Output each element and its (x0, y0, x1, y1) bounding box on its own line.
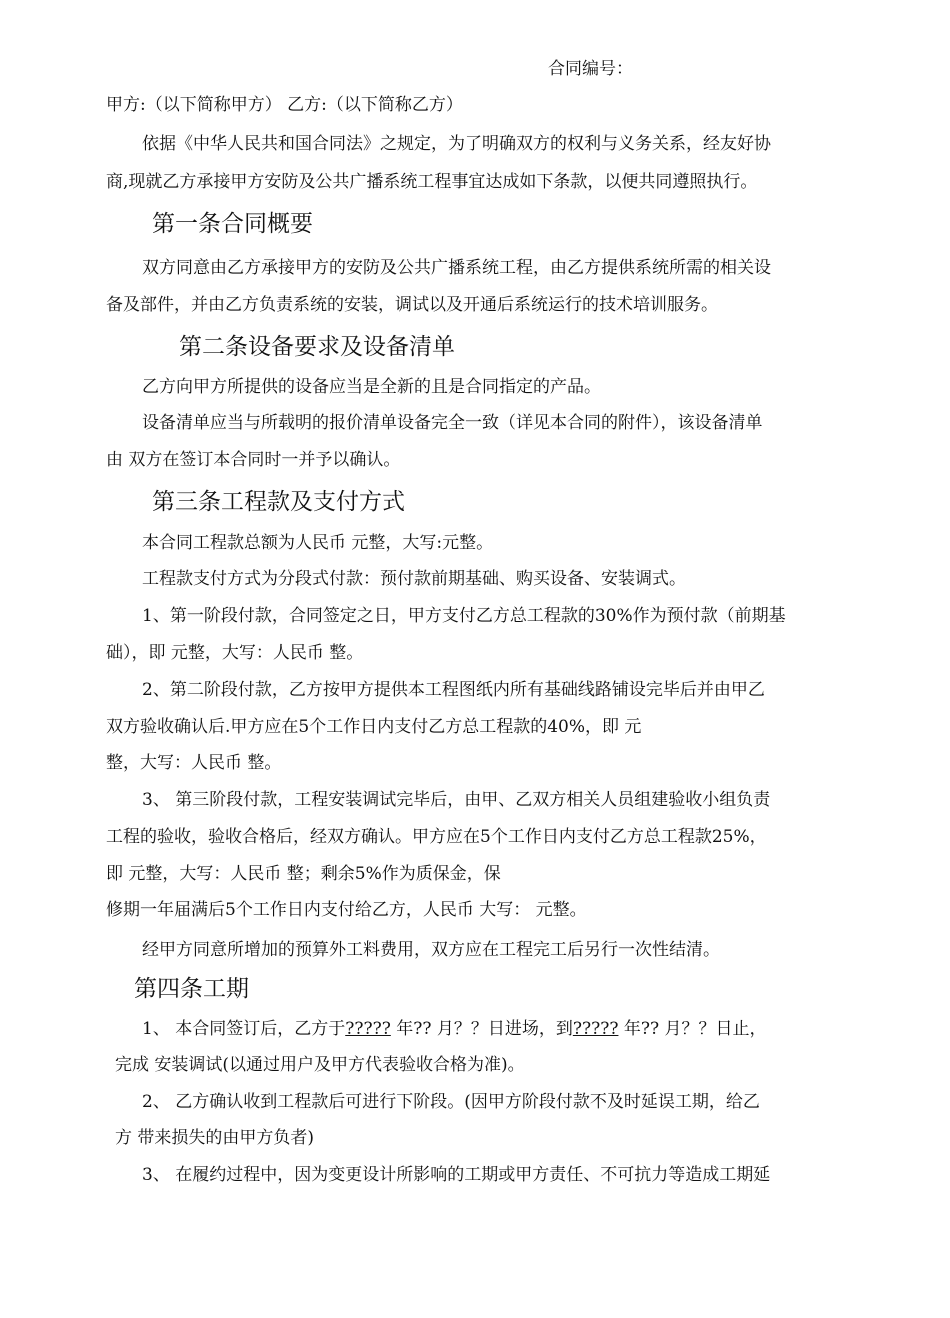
article-3-line-4: 础），即 元整，大写：人民币 整。 (106, 643, 364, 663)
article-3-line-8: 3、 第三阶段付款，工程安装调试完毕后，由甲、乙双方相关人员组建验收小组负责 (142, 790, 771, 810)
end-year-blank: ????? (572, 1019, 619, 1039)
article-2-title: 第二条设备要求及设备清单 (179, 334, 455, 360)
article-3-line-1: 本合同工程款总额为人民币 元整，大写:元整。 (142, 533, 494, 553)
article-3-line-9: 工程的验收，验收合格后，经双方确认。甲方应在5个工作日内支付乙方总工程款25%， (106, 827, 767, 847)
article-3-line-7: 整，大写：人民币 整。 (106, 753, 282, 773)
contract-number-label: 合同编号： (548, 59, 633, 79)
article-1-title: 第一条合同概要 (152, 211, 313, 237)
article-4-item-2-line-1: 2、 乙方确认收到工程款后可进行下阶段。(因甲方阶段付款不及时延误工期，给乙 (142, 1092, 760, 1112)
article-4-item-1-line-1 (142, 1018, 766, 1040)
article-3-line-6: 双方验收确认后.甲方应在5个工作日内支付乙方总工程款的40%，即 元 (106, 717, 642, 737)
article-2-line-3: 由 双方在签订本合同时一并予以确认。 (106, 450, 401, 470)
article-3-line-10: 即 元整，大写：人民币 整；剩余5%作为质保金，保 (106, 864, 501, 884)
article-4-item-3-line-1: 3、 在履约过程中，因为变更设计所影响的工期或甲方责任、不可抗力等造成工期延 (142, 1165, 771, 1185)
article-3-line-3: 1、第一阶段付款，合同签定之日，甲方支付乙方总工程款的30%作为预付款（前期基 (142, 606, 786, 626)
article-3-line-2: 工程款支付方式为分段式付款：预付款前期基础、购买设备、安装调式。 (142, 569, 686, 589)
preamble-line-1: 依据《中华人民共和国合同法》之规定，为了明确双方的权利与义务关系，经友好协 (142, 134, 771, 154)
item-1-text-c: 年?? 月？？日止， (618, 1019, 767, 1039)
item-1-text-a: 1、 本合同签订后，乙方于 (142, 1019, 346, 1039)
article-2-line-2: 设备清单应当与所载明的报价清单设备完全一致（详见本合同的附件），该设备清单 (142, 413, 763, 433)
article-1-line-2: 备及部件，并由乙方负责系统的安装，调试以及开通后系统运行的技术培训服务。 (106, 295, 718, 315)
article-3-line-5: 2、第二阶段付款，乙方按甲方提供本工程图纸内所有基础线路铺设完毕后并由甲乙 (142, 680, 765, 700)
article-3-line-11: 修期一年届满后5个工作日内支付给乙方，人民币 大写： 元整。 (106, 900, 587, 920)
item-1-text-b: 年?? 月？？日进场，到 (390, 1019, 573, 1039)
article-2-line-1: 乙方向甲方所提供的设备应当是全新的且是合同指定的产品。 (142, 377, 601, 397)
article-3-title: 第三条工程款及支付方式 (152, 489, 405, 515)
start-year-blank: ????? (345, 1019, 391, 1039)
article-4-item-2-line-2: 方 带来损失的由甲方负者) (115, 1128, 315, 1148)
article-4-title: 第四条工期 (134, 976, 249, 1002)
article-3-line-12: 经甲方同意所增加的预算外工料费用，双方应在工程完工后另行一次性结清。 (142, 940, 720, 960)
preamble-line-2: 商,现就乙方承接甲方安防及公共广播系统工程事宜达成如下条款，以便共同遵照执行。 (106, 172, 758, 192)
article-1-line-1: 双方同意由乙方承接甲方的安防及公共广播系统工程，由乙方提供系统所需的相关设 (142, 258, 771, 278)
article-4-item-1-line-2: 完成 安装调试(以通过用户及甲方代表验收合格为准)。 (115, 1055, 525, 1075)
parties-line: 甲方:（以下简称甲方） 乙方:（以下简称乙方） (106, 95, 463, 115)
